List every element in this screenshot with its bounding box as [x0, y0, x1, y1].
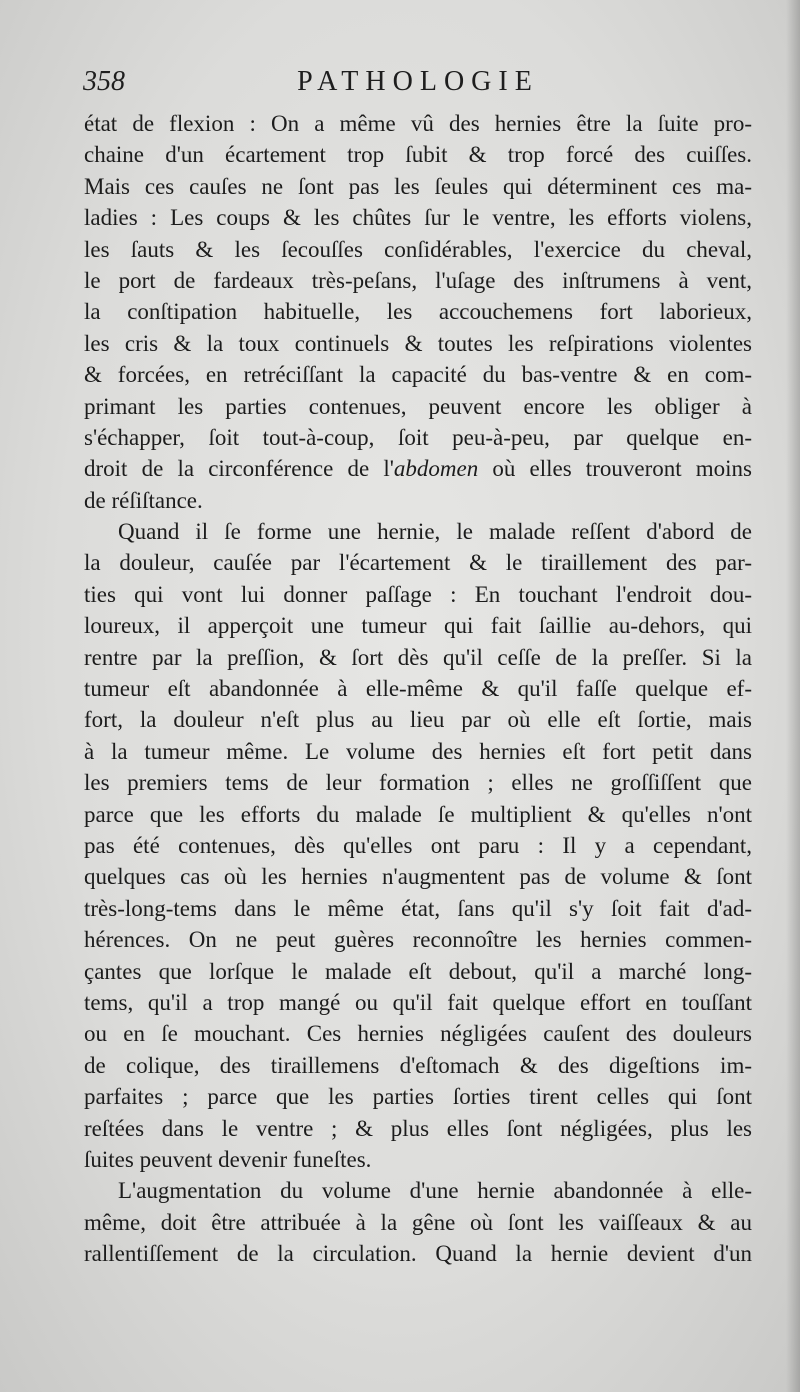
text-line: les ſauts & les ſecouſſes conſidérables, l'exercice du cheval, [84, 236, 752, 262]
text-line: tems, qu'il a trop mangé ou qu'il fait quelque effort en touſſant [84, 989, 752, 1015]
body-text [84, 108, 752, 1269]
text-line: ties qui vont lui donner paſſage : En touchant l'endroit dou- [84, 581, 752, 607]
text-line: le port de fardeaux très-peſans, l'uſage des inſtrumens à vent, [84, 267, 752, 293]
running-title: PATHOLOGIE [297, 66, 539, 97]
text-line: les cris & la toux continuels & toutes les reſpirations violentes [84, 330, 752, 356]
text-line: ou en ſe mouchant. Ces hernies négligées cauſent des douleurs [84, 1021, 752, 1047]
text-line: très-long-tems dans le même état, ſans qu'il s'y ſoit fait d'ad- [84, 895, 752, 921]
text-line: hérences. On ne peut guères reconnoître les hernies commen- [84, 927, 752, 953]
page-spine-shadow [786, 0, 800, 1392]
text-line: la douleur, cauſée par l'écartement & le tiraillement des par- [84, 550, 752, 576]
text-run: où elles trouveront moins [478, 456, 753, 482]
page-number: 358 [83, 66, 125, 97]
page-header [83, 66, 753, 106]
text-line: tumeur eſt abandonnée à elle-même & qu'il faſſe quelque ef- [84, 676, 752, 702]
text-run: droit de la circonférence de l' [84, 456, 394, 482]
text-line: reſtées dans le ventre ; & plus elles ſont négligées, plus les [84, 1115, 752, 1141]
text-line: ſuites peuvent devenir funeſtes. [84, 1146, 372, 1172]
text-line: chaine d'un écartement trop ſubit & trop forcé des cuiſſes. [84, 142, 752, 168]
text-line: L'augmentation du volume d'une hernie abandonnée à elle- [118, 1178, 752, 1204]
text-line: de colique, des tiraillemens d'eſtomach & des digeſtions im- [84, 1052, 752, 1078]
paragraph [84, 108, 752, 516]
text-line: rallentiſſement de la circulation. Quand la hernie devient d'un [84, 1241, 752, 1267]
text-line: pas été contenues, dès qu'elles ont paru : Il y a cependant, [84, 832, 752, 858]
text-line: quelques cas où les hernies n'augmentent pas de volume & ſont [84, 864, 752, 890]
text-line: état de flexion : On a même vû des hernies être la ſuite pro- [84, 111, 752, 136]
text-line: les premiers tems de leur formation ; elles ne groſſiſſent que [84, 770, 752, 796]
text-line: la conſtipation habituelle, les accouchemens fort laborieux, [84, 299, 752, 325]
text-line: fort, la douleur n'eſt plus au lieu par où elle eſt ſortie, mais [84, 707, 752, 733]
text-line: Mais ces cauſes ne ſont pas les ſeules qui déterminent ces ma- [84, 173, 752, 199]
text-line: çantes que lorſque le malade eſt debout, qu'il a marché long- [84, 958, 752, 984]
text-line: à la tumeur même. Le volume des hernies eſt fort petit dans [84, 738, 752, 764]
text-line: de réſiſtance. [84, 487, 203, 513]
text-line: parfaites ; parce que les parties ſorties tirent celles qui ſont [84, 1084, 752, 1110]
text-line: primant les parties contenues, peuvent encore les obliger à [84, 393, 752, 419]
italic-term: abdomen [393, 456, 479, 482]
text-line: s'échapper, ſoit tout-à-coup, ſoit peu-à-peu, par quelque en- [84, 424, 752, 450]
text-line: Quand il ſe forme une hernie, le malade reſſent d'abord de [118, 519, 752, 545]
text-line: ladies : Les coups & les chûtes ſur le ventre, les efforts violens, [84, 205, 752, 231]
text-line: rentre par la preſſion, & ſort dès qu'il ceſſe de la preſſer. Si la [84, 644, 752, 670]
text-line: même, doit être attribuée à la gêne où ſont les vaiſſeaux & au [84, 1209, 752, 1235]
paragraph [84, 516, 752, 1175]
text-line: parce que les efforts du malade ſe multiplient & qu'elles n'ont [84, 801, 752, 827]
text-line: & forcées, en retréciſſant la capacité du bas-ventre & en com- [84, 362, 752, 388]
text-line: loureux, il apperçoit une tumeur qui fait ſaillie au-dehors, qui [84, 613, 752, 639]
paragraph [84, 1175, 752, 1269]
text-line [84, 453, 752, 484]
